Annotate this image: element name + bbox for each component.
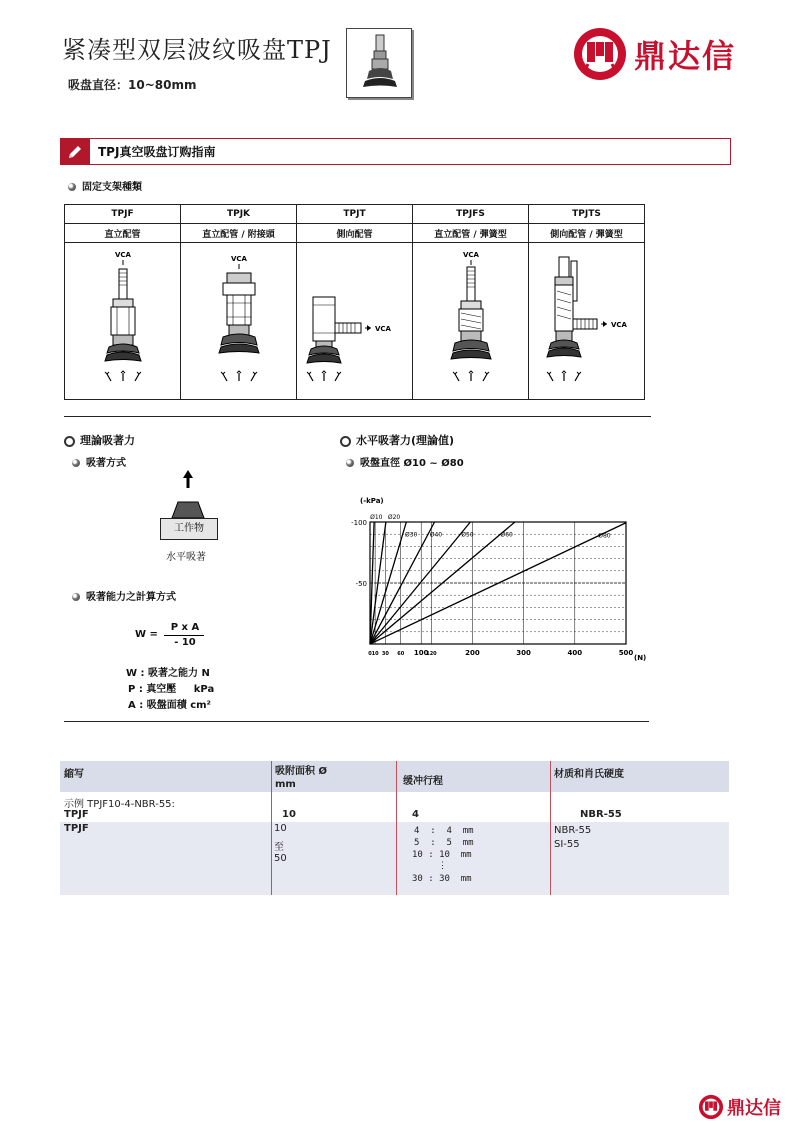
header-area: 吸附面积 Ø mm bbox=[275, 766, 327, 790]
series-label: Ø60 bbox=[500, 531, 513, 539]
vca-label: VCA bbox=[375, 325, 391, 333]
example-label: 示例 TPJF10-4-NBR-55: bbox=[64, 799, 175, 810]
stroke-option: 30 : 30 mm bbox=[412, 874, 472, 884]
types-label: 固定支架種類 bbox=[68, 178, 142, 193]
x-tick-label: 100 bbox=[413, 649, 429, 657]
brand-logo-icon bbox=[572, 26, 628, 82]
column-divider bbox=[396, 761, 397, 895]
type-code: TPJFS bbox=[413, 205, 529, 224]
bullet-icon bbox=[72, 459, 80, 467]
x-tick-label: 0 bbox=[368, 651, 372, 657]
stroke-option: 5 : 5 mm bbox=[414, 838, 474, 848]
force-chart bbox=[330, 494, 670, 674]
header-code: 縮写 bbox=[64, 769, 84, 780]
tpjt-drawing bbox=[297, 243, 413, 400]
pencil-icon bbox=[60, 138, 90, 165]
type-code: TPJT bbox=[297, 205, 413, 224]
material-option: NBR-55 bbox=[554, 825, 592, 836]
product-thumbnail bbox=[346, 28, 412, 98]
series-label: Ø20 bbox=[387, 514, 401, 521]
vca-label: VCA bbox=[115, 251, 131, 259]
types-desc-row bbox=[65, 224, 645, 243]
bullet-icon bbox=[72, 593, 80, 601]
x-tick-label: 60 bbox=[397, 651, 405, 657]
footer-brand bbox=[698, 1094, 781, 1120]
tpjf-drawing bbox=[65, 243, 181, 400]
section-title: TPJ真空吸盘订购指南 bbox=[98, 145, 216, 159]
legend-w: W : 吸著之能力 N bbox=[126, 668, 210, 679]
horizontal-caption: 水平吸著 bbox=[166, 552, 206, 563]
mount-types-table bbox=[64, 204, 645, 400]
x-tick-label: 10 bbox=[371, 651, 379, 657]
header-stroke: 缓冲行程 bbox=[403, 776, 443, 787]
row-area-min: 10 bbox=[274, 823, 287, 834]
fraction-line bbox=[164, 635, 204, 636]
tpjfs-drawing bbox=[413, 243, 529, 400]
theory-heading: 理論吸著力 bbox=[64, 432, 135, 448]
types-drawing-row bbox=[65, 243, 645, 400]
type-code: TPJF bbox=[65, 205, 181, 224]
legend-p: P : 真空壓 kPa bbox=[128, 684, 215, 695]
bullet-icon bbox=[346, 459, 354, 467]
type-desc: 直立配管 / 彈簧型 bbox=[413, 224, 529, 243]
y-tick-label: -100 bbox=[351, 519, 367, 527]
row-area-max: 50 bbox=[274, 853, 287, 864]
page-subtitle: 吸盘直径：10~80mm bbox=[68, 78, 197, 92]
example-code: TPJF bbox=[64, 809, 89, 820]
brand-name: 鼎达信 bbox=[634, 37, 737, 75]
workpiece-box: 工作物 bbox=[160, 518, 218, 540]
brand-logo-block bbox=[572, 26, 736, 82]
column-divider bbox=[271, 761, 272, 895]
column-divider bbox=[550, 761, 551, 895]
formula-lhs: W = bbox=[135, 629, 158, 640]
type-code: TPJTS bbox=[529, 205, 645, 224]
x-tick-label: 500 bbox=[618, 649, 634, 657]
footer-logo-icon bbox=[698, 1094, 724, 1120]
type-desc: 直立配管 bbox=[65, 224, 181, 243]
x-tick-label: 30 bbox=[381, 651, 389, 657]
type-desc: 直立配管 / 附接頭 bbox=[181, 224, 297, 243]
type-code: TPJK bbox=[181, 205, 297, 224]
footer-brand-name: 鼎达信 bbox=[727, 1098, 781, 1119]
stroke-option: 4 : 4 mm bbox=[414, 826, 474, 836]
formula-numerator: P x A bbox=[170, 622, 200, 633]
vca-label: VCA bbox=[463, 251, 479, 259]
type-desc: 側向配管 bbox=[297, 224, 413, 243]
tpjk-drawing bbox=[181, 243, 297, 400]
order-table-header bbox=[60, 761, 729, 792]
chart-heading: 水平吸著力(理論值) bbox=[340, 432, 454, 448]
type-desc: 側向配管 / 彈簧型 bbox=[529, 224, 645, 243]
method-label: 吸著方式 bbox=[72, 454, 126, 469]
x-axis-label: (N) bbox=[634, 654, 647, 662]
calc-label: 吸著能力之計算方式 bbox=[72, 588, 176, 603]
series-label: Ø80 bbox=[598, 532, 611, 540]
order-table-stripe bbox=[60, 822, 729, 895]
row-area-to: 至 bbox=[274, 842, 284, 853]
x-tick-label: 120 bbox=[426, 651, 437, 657]
legend-a: A : 吸盤面積 cm² bbox=[128, 700, 211, 711]
row-code: TPJF bbox=[64, 823, 89, 834]
material-option: SI-55 bbox=[554, 839, 580, 850]
y-tick-label: -50 bbox=[355, 580, 367, 588]
stroke-ellipsis: ⋮ bbox=[438, 861, 447, 871]
page-title: 紧凑型双层波纹吸盘TPJ bbox=[62, 36, 332, 64]
section-header bbox=[60, 138, 731, 165]
x-tick-label: 300 bbox=[516, 649, 531, 657]
example-area: 10 bbox=[282, 809, 296, 820]
circle-c-icon bbox=[340, 436, 351, 447]
vca-label: VCA bbox=[231, 255, 247, 263]
x-tick-label: 200 bbox=[465, 649, 480, 657]
order-table bbox=[60, 761, 729, 895]
x-tick-label: 400 bbox=[567, 649, 583, 657]
chart-subtitle: 吸盤直徑 Ø10 ~ Ø80 bbox=[346, 454, 464, 469]
suction-diagram bbox=[150, 466, 230, 522]
stroke-option: 10 : 10 mm bbox=[412, 850, 472, 860]
bullet-icon bbox=[68, 183, 76, 191]
series-label: Ø40 bbox=[429, 531, 443, 539]
tpjts-drawing bbox=[529, 243, 645, 400]
series-label: Ø50 bbox=[461, 531, 474, 539]
vca-label: VCA bbox=[611, 321, 627, 329]
header-material: 材质和肖氏硬度 bbox=[554, 769, 624, 780]
series-label: Ø10 bbox=[370, 514, 383, 521]
series-label: Ø30 bbox=[404, 531, 418, 539]
types-code-row bbox=[65, 205, 645, 224]
formula-denominator: - 10 bbox=[174, 637, 196, 648]
example-material: NBR-55 bbox=[580, 809, 622, 820]
divider bbox=[64, 416, 651, 417]
divider bbox=[64, 721, 649, 722]
example-stroke: 4 bbox=[412, 809, 419, 820]
y-axis-label: (-kPa) bbox=[360, 497, 384, 505]
circle-c-icon bbox=[64, 436, 75, 447]
